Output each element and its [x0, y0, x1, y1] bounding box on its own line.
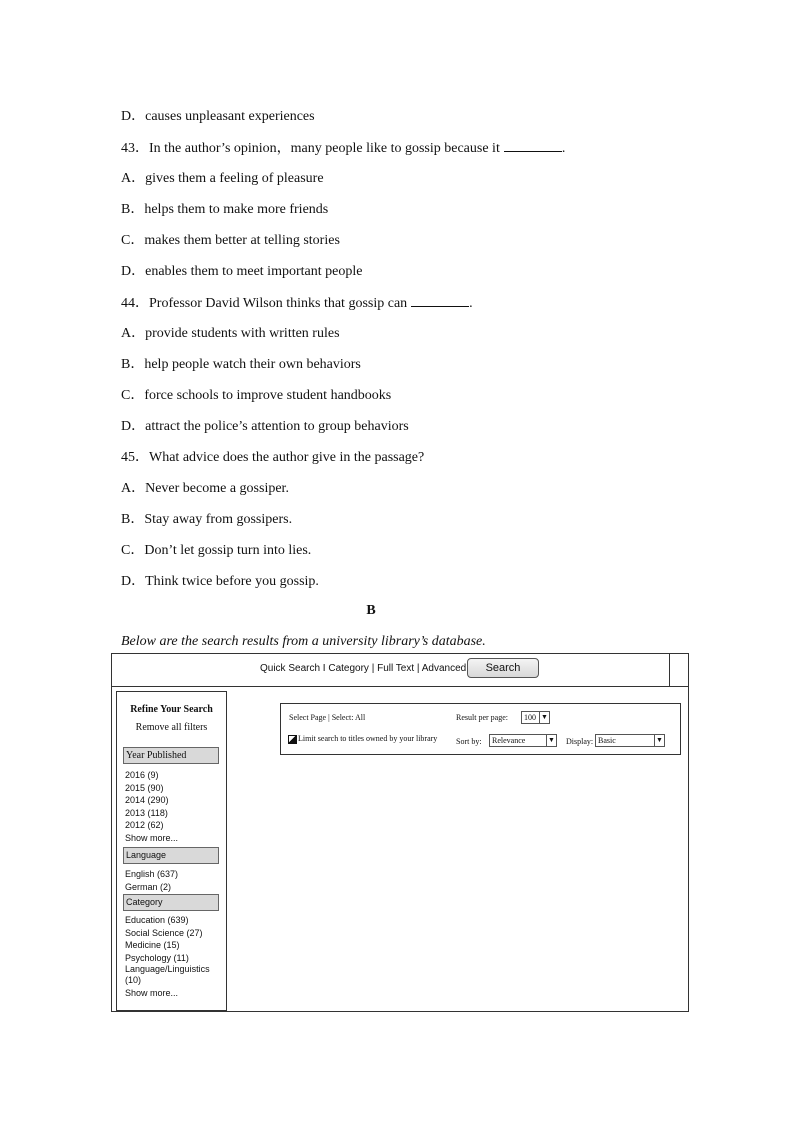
option-line: B．helps them to make more friends	[121, 202, 329, 217]
filter-item[interactable]: English (637)	[125, 869, 179, 879]
results-options-panel	[280, 703, 681, 755]
filter-item[interactable]: 2013 (118)	[125, 807, 168, 818]
search-button[interactable]: Search	[467, 658, 539, 678]
show-more-link[interactable]: Show more...	[125, 832, 179, 843]
question-text: 44．Professor David Wilson thinks that gossip can	[121, 296, 408, 311]
limit-checkbox[interactable]	[288, 735, 297, 744]
limit-search-option[interactable]	[288, 734, 437, 744]
result-per-page-value: 100	[524, 713, 536, 722]
sort-by-select[interactable]	[489, 734, 557, 747]
question-43: 43．In the author’s opinion，many people like to gossip because it .	[121, 141, 566, 156]
select-page-links[interactable]: Select Page | Select: All	[289, 713, 366, 722]
filter-item[interactable]: German (2)	[125, 881, 172, 892]
search-toolbar	[112, 654, 688, 687]
question-text: 43．In the author’s opinion，many people like to gossip because it	[121, 141, 500, 156]
option-line: B．Stay away from gossipers.	[121, 512, 293, 527]
section-intro: Below are the search results from a university library’s database.	[121, 634, 486, 649]
toolbar-divider	[669, 654, 670, 686]
option-line: D．attract the police’s attention to group behaviors	[121, 419, 409, 434]
option-line: D．enables them to meet important people	[121, 264, 363, 279]
option-line: C．Don’t let gossip turn into lies.	[121, 543, 312, 558]
display-label: Display:	[566, 737, 594, 746]
result-per-page-select[interactable]	[521, 711, 550, 724]
option-line: C．makes them better at telling stories	[121, 233, 340, 248]
result-per-page-label: Result per page:	[456, 713, 508, 722]
sort-by-label: Sort by:	[456, 737, 482, 746]
option-line: A．gives them a feeling of pleasure	[121, 171, 324, 186]
limit-search-label: Limit search to titles owned by your library	[298, 734, 438, 743]
filter-item[interactable]: 2015 (90)	[125, 782, 164, 793]
chevron-down-icon: ▼	[539, 712, 549, 723]
section-heading: B	[366, 603, 376, 618]
library-search-figure	[111, 653, 689, 1012]
filter-item[interactable]: Psychology (11)	[125, 952, 189, 963]
filter-item[interactable]: Education (639)	[125, 915, 189, 925]
filter-list-year	[125, 769, 223, 844]
answer-blank	[411, 295, 469, 307]
question-45: 45．What advice does the author give in the passage?	[121, 450, 425, 465]
remove-filters-link[interactable]: Remove all filters	[135, 722, 208, 733]
refine-title: Refine Your Search	[130, 704, 213, 715]
option-line: D．Think twice before you gossip.	[121, 574, 319, 589]
filter-item[interactable]: 2012 (62)	[125, 820, 164, 830]
filter-heading-category[interactable]: Category	[123, 894, 219, 911]
answer-blank	[504, 140, 562, 152]
question-44: 44．Professor David Wilson thinks that gossip can .	[121, 296, 473, 311]
search-nav-links[interactable]: Quick Search I Category | Full Text | Advanced	[260, 663, 467, 674]
filter-item[interactable]: Social Science (27)	[125, 927, 203, 938]
display-select[interactable]	[595, 734, 665, 747]
filter-item[interactable]: 2014 (290)	[125, 795, 169, 805]
filter-heading-language[interactable]: Language	[123, 847, 219, 864]
chevron-down-icon: ▼	[654, 735, 664, 746]
refine-sidebar	[116, 691, 227, 1011]
sort-by-value: Relevance	[492, 736, 526, 745]
filter-list-language	[125, 868, 223, 893]
display-value: Basic	[598, 736, 616, 745]
filter-list-category	[125, 914, 223, 1000]
filter-item[interactable]: Language/Linguistics (10)	[125, 964, 210, 985]
option-line: C．force schools to improve student handbooks	[121, 388, 392, 403]
option-line: A．provide students with written rules	[121, 326, 340, 341]
filter-heading-year[interactable]: Year Published	[123, 747, 219, 764]
filter-item[interactable]: Medicine (15)	[125, 940, 180, 950]
filter-item[interactable]: 2016 (9)	[125, 770, 159, 780]
option-line: A．Never become a gossiper.	[121, 481, 289, 496]
show-more-link[interactable]: Show more...	[125, 988, 179, 998]
option-line: D．causes unpleasant experiences	[121, 109, 315, 124]
option-line: B．help people watch their own behaviors	[121, 357, 361, 372]
chevron-down-icon: ▼	[546, 735, 556, 746]
